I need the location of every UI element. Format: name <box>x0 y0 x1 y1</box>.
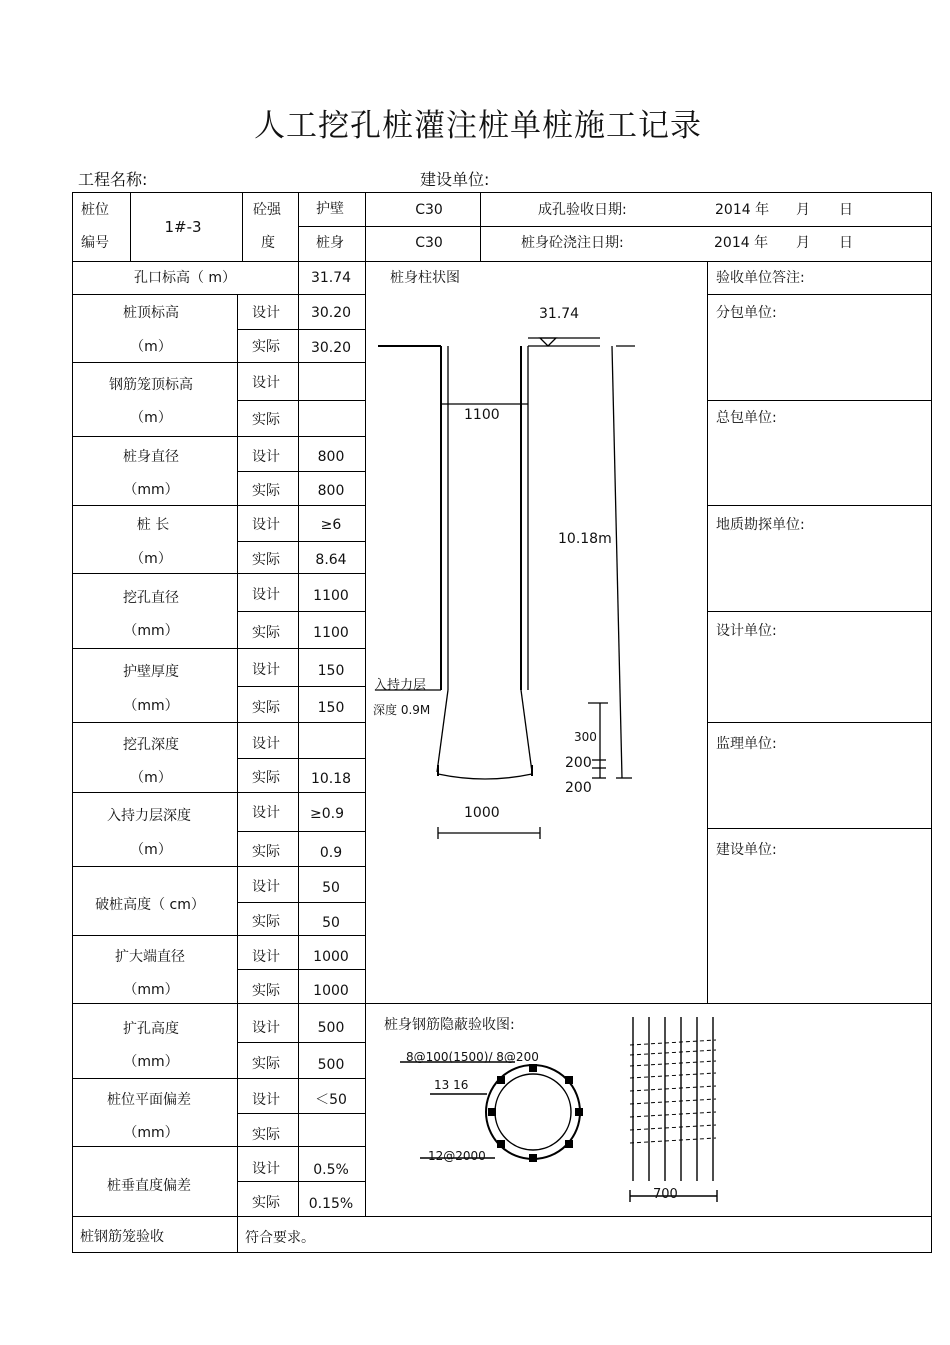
bell-dia-label: 扩大端直径 <box>115 949 185 965</box>
accept-month: 月 <box>796 202 810 218</box>
hole-dia-design: 1100 <box>313 588 349 604</box>
hole-dia-unit: （mm） <box>123 623 179 639</box>
bearing-note-1: 入持力层 <box>374 678 427 693</box>
pour-year: 2014 年 <box>714 235 769 251</box>
top-elev-label: 桩顶标高 <box>123 305 179 321</box>
actual-label: 实际 <box>252 412 280 428</box>
page-title: 人工挖孔桩灌注桩单桩施工记录 <box>254 108 702 144</box>
geo-survey-label: 地质勘探单位: <box>716 517 805 533</box>
pile-len-design: ≥6 <box>320 517 342 533</box>
main-bar-note: 13 16 <box>434 1078 469 1092</box>
pour-day: 日 <box>839 235 853 251</box>
design-label: 设计 <box>252 449 280 465</box>
bell-h-unit: （mm） <box>123 1054 179 1070</box>
orifice-elev-mark: 31.74 <box>539 306 580 322</box>
accept-day: 日 <box>839 202 853 218</box>
pile-pos-label: 桩位 <box>81 202 109 218</box>
pile-dia-unit: （mm） <box>123 482 179 498</box>
wall-thk-label: 护壁厚度 <box>123 664 179 680</box>
wall-grade: C30 <box>415 202 443 218</box>
plane-dev-unit: （mm） <box>123 1125 179 1141</box>
accept-year: 2014 年 <box>715 202 770 218</box>
pour-month: 月 <box>796 235 810 251</box>
cut-design: 50 <box>322 880 340 896</box>
depth-dim: 10.18m <box>558 531 612 547</box>
pile-dia-label: 桩身直径 <box>123 449 179 465</box>
wall-thk-design: 150 <box>317 663 345 679</box>
design-label: 设计 <box>252 1092 280 1108</box>
strength-label-a: 砼强 <box>253 202 281 218</box>
owner-label: 建设单位: <box>420 170 490 189</box>
design-label: 设计 <box>252 1161 280 1177</box>
actual-label: 实际 <box>252 552 280 568</box>
hole-depth-actual: 10.18 <box>310 771 352 787</box>
wall-thk-unit: （mm） <box>123 698 179 714</box>
actual-label: 实际 <box>252 1195 280 1211</box>
pile-number: 1#-3 <box>164 218 202 236</box>
top-elev-unit: （m） <box>130 339 172 355</box>
cage-width-dim: 700 <box>653 1187 678 1202</box>
actual-label: 实际 <box>252 983 280 999</box>
rebar-diagram-label: 桩身钢筋隐蔽验收图: <box>384 1017 515 1033</box>
design-label: 设计 <box>252 662 280 678</box>
vert-dev-design: 0.5% <box>313 1162 349 1178</box>
cage-top-label: 钢筋笼顶标高 <box>109 377 193 393</box>
stirrup-note: 8@100(1500)/ 8@200 <box>406 1050 539 1064</box>
wall-label: 护壁 <box>316 201 344 217</box>
bell-dia-unit: （mm） <box>123 982 179 998</box>
vert-dev-actual: 0.15% <box>308 1196 354 1212</box>
bearing-design: ≥0.9 <box>310 806 344 822</box>
ring-bar-note: 12@2000 <box>428 1149 486 1163</box>
pile-len-label: 桩 长 <box>136 517 170 533</box>
dim-200a: 200 <box>565 755 592 771</box>
pile-dia-design: 800 <box>317 449 345 465</box>
bell-dia-actual: 1000 <box>313 983 349 999</box>
cage-accept-value: 符合要求。 <box>245 1230 315 1246</box>
pile-len-actual: 8.64 <box>315 552 347 568</box>
design-label: 设计 <box>252 879 280 895</box>
strength-label-b: 度 <box>261 235 275 251</box>
actual-label: 实际 <box>252 914 280 930</box>
actual-label: 实际 <box>252 770 280 786</box>
bearing-label: 入持力层深度 <box>107 808 191 824</box>
body-label: 桩身 <box>316 235 344 251</box>
orifice-label: 孔口标高（ m） <box>133 270 237 286</box>
actual-label: 实际 <box>252 844 280 860</box>
pour-date-label: 桩身砼浇注日期: <box>521 235 624 251</box>
hole-dia-label: 挖孔直径 <box>123 590 179 606</box>
general-contractor-label: 总包单位: <box>716 410 777 426</box>
design-unit-label: 设计单位: <box>716 623 777 639</box>
design-label: 设计 <box>252 587 280 603</box>
actual-label: 实际 <box>252 1127 280 1143</box>
pile-no-label: 编号 <box>81 235 109 251</box>
design-label: 设计 <box>252 949 280 965</box>
bell-dia-design: 1000 <box>313 949 349 965</box>
dim-300: 300 <box>574 730 597 744</box>
hole-depth-unit: （m） <box>130 770 172 786</box>
design-label: 设计 <box>252 375 280 391</box>
column-chart-label: 桩身柱状图 <box>390 270 460 286</box>
acceptance-header: 验收单位答注: <box>716 270 805 286</box>
owner-unit-label: 建设单位: <box>716 842 777 858</box>
actual-label: 实际 <box>252 700 280 716</box>
top-elev-actual: 30.20 <box>310 340 352 356</box>
pile-len-unit: （m） <box>130 551 172 567</box>
actual-label: 实际 <box>252 1056 280 1072</box>
hole-depth-label: 挖孔深度 <box>123 737 179 753</box>
plane-dev-label: 桩位平面偏差 <box>107 1092 191 1108</box>
supervision-label: 监理单位: <box>716 736 777 752</box>
project-name-label: 工程名称: <box>78 170 148 189</box>
bearing-actual: 0.9 <box>319 845 343 861</box>
cage-top-unit: （m） <box>130 410 172 426</box>
actual-label: 实际 <box>252 625 280 641</box>
sub-contractor-label: 分包单位: <box>716 305 777 321</box>
plane-dev-design: ＜50 <box>315 1092 347 1108</box>
bearing-note-2: 深度 0.9M <box>373 703 431 717</box>
cut-actual: 50 <box>322 915 340 931</box>
body-grade: C30 <box>415 235 443 251</box>
vert-dev-label: 桩垂直度偏差 <box>107 1178 191 1194</box>
dim-200b: 200 <box>565 780 592 796</box>
wall-thk-actual: 150 <box>317 700 345 716</box>
bell-dia-dim: 1000 <box>464 805 500 821</box>
actual-label: 实际 <box>252 483 280 499</box>
hole-dia-actual: 1100 <box>313 625 349 641</box>
pile-dia-actual: 800 <box>317 483 345 499</box>
actual-label: 实际 <box>252 339 280 355</box>
design-label: 设计 <box>252 736 280 752</box>
design-label: 设计 <box>252 805 280 821</box>
cage-accept-label: 桩钢筋笼验收 <box>80 1229 164 1245</box>
bearing-unit: （m） <box>130 842 172 858</box>
bell-h-design: 500 <box>317 1020 345 1036</box>
design-label: 设计 <box>252 305 280 321</box>
bell-h-actual: 500 <box>317 1057 345 1073</box>
bell-h-label: 扩孔高度 <box>123 1021 179 1037</box>
orifice-value: 31.74 <box>310 270 352 286</box>
design-label: 设计 <box>252 517 280 533</box>
accept-date-label: 成孔验收日期: <box>538 202 627 218</box>
cut-label: 破桩高度（ cm） <box>95 897 205 913</box>
top-elev-design: 30.20 <box>310 305 352 321</box>
design-label: 设计 <box>252 1020 280 1036</box>
hole-dia-dim: 1100 <box>464 407 500 423</box>
